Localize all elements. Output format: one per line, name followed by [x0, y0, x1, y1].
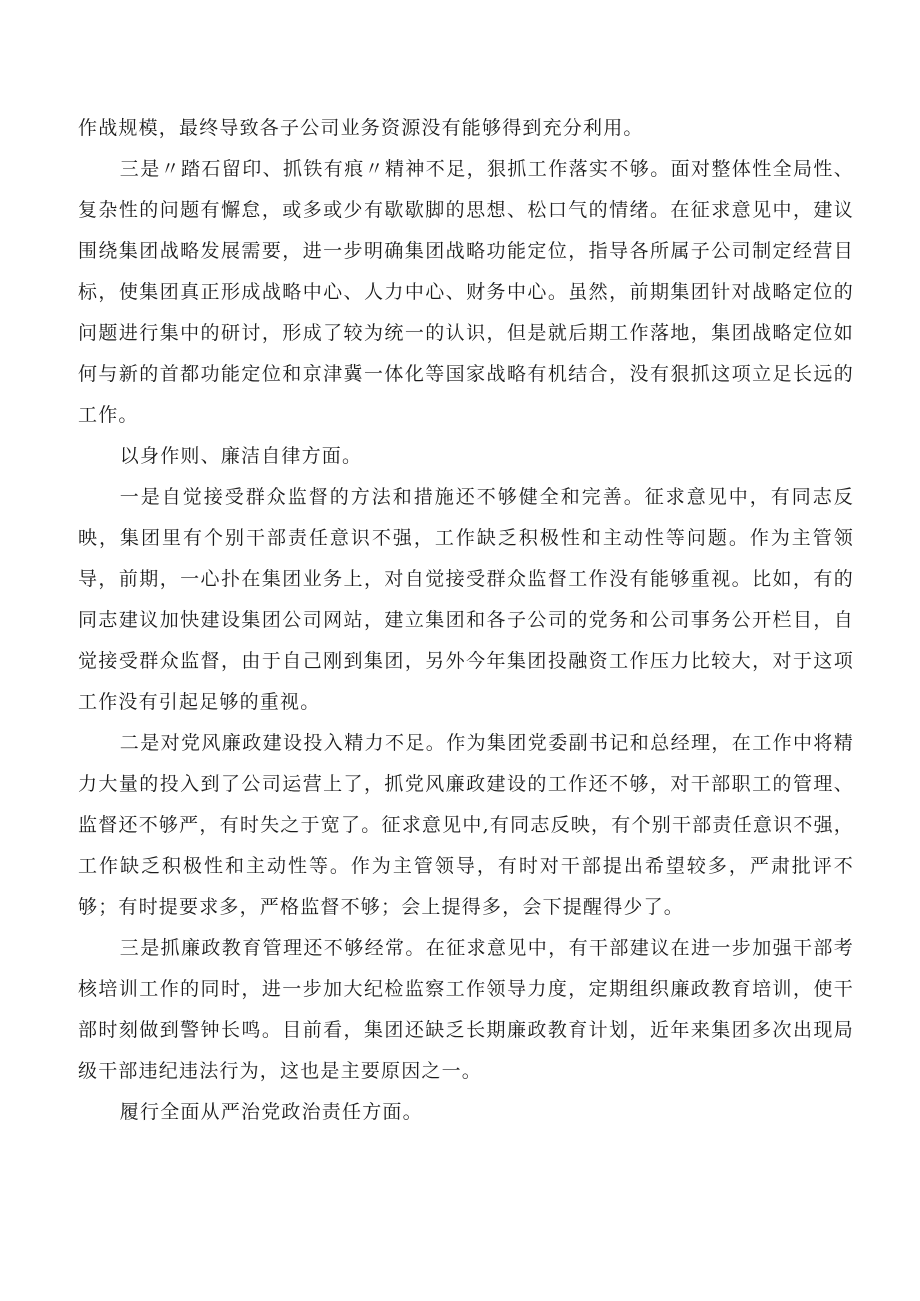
- paragraph-integrity-education: 三是抓廉政教育管理还不够经常。在征求意见中，有干部建议在进一步加强干部考核培训工作的同时，进一步加大纪检监察工作领导力度，定期组织廉政教育培训，使干部时刻做到警钟长鸣。目前看，集团还缺乏长期廉政教育计划，近年来集团多次出现局级干部违纪违法行为，这也是主要原因之一。: [78, 937, 854, 1082]
- section-heading-self-discipline: 以身作则、廉洁自律方面。: [119, 445, 363, 467]
- section-heading-party-governance: 履行全面从严治党政治责任方面。: [119, 1101, 423, 1123]
- paragraph-mass-supervision: 一是自觉接受群众监督的方法和措施还不够健全和完善。征求意见中，有同志反映，集团里有个别干部责任意识不强，工作缺乏积极性和主动性等问题。作为主管领导，前期，一心扑在集团业务上，对自觉接受群众监督工作没有能够重视。比如，有的同志建议加快建设集团公司网站，建立集团和各子公司的党务和公司事务公开栏目，自觉接受群众监督，由于自己刚到集团，另外今年集团投融资工作压力比较大，对于这项工作没有引起足够的重视。: [78, 486, 854, 713]
- paragraph-party-conduct: 二是对党风廉政建设投入精力不足。作为集团党委副书记和总经理，在工作中将精力大量的投入到了公司运营上了，抓党风廉政建设的工作还不够，对干部职工的管理、监督还不够严，有时失之于宽了。征求意见中,有同志反映，有个别干部责任意识不强，工作缺乏积极性和主动性等。作为主管领导，有时对干部提出希望较多，严肃批评不够；有时提要求多，严格监督不够；会上提得多，会下提醒得少了。: [78, 732, 854, 918]
- paragraph-spirit-deficiency: 三是〃踏石留印、抓铁有痕〃精神不足，狠抓工作落实不够。面对整体性全局性、复杂性的问题有懈怠，或多或少有歇歇脚的思想、松口气的情绪。在征求意见中，建议围绕集团战略发展需要，进一步明确集团战略功能定位，指导各所属子公司制定经营目标，使集团真正形成战略中心、人力中心、财务中心。虽然，前期集团针对战略定位的问题进行集中的研讨，形成了较为统一的认识，但是就后期工作落地，集团战略定位如何与新的首都功能定位和京津冀一体化等国家战略有机结合，没有狠抓这项立足长远的工作。: [78, 158, 854, 426]
- paragraph-continuation: 作战规模，最终导致各子公司业务资源没有能够得到充分利用。: [78, 117, 644, 139]
- document-body: [78, 108, 854, 1133]
